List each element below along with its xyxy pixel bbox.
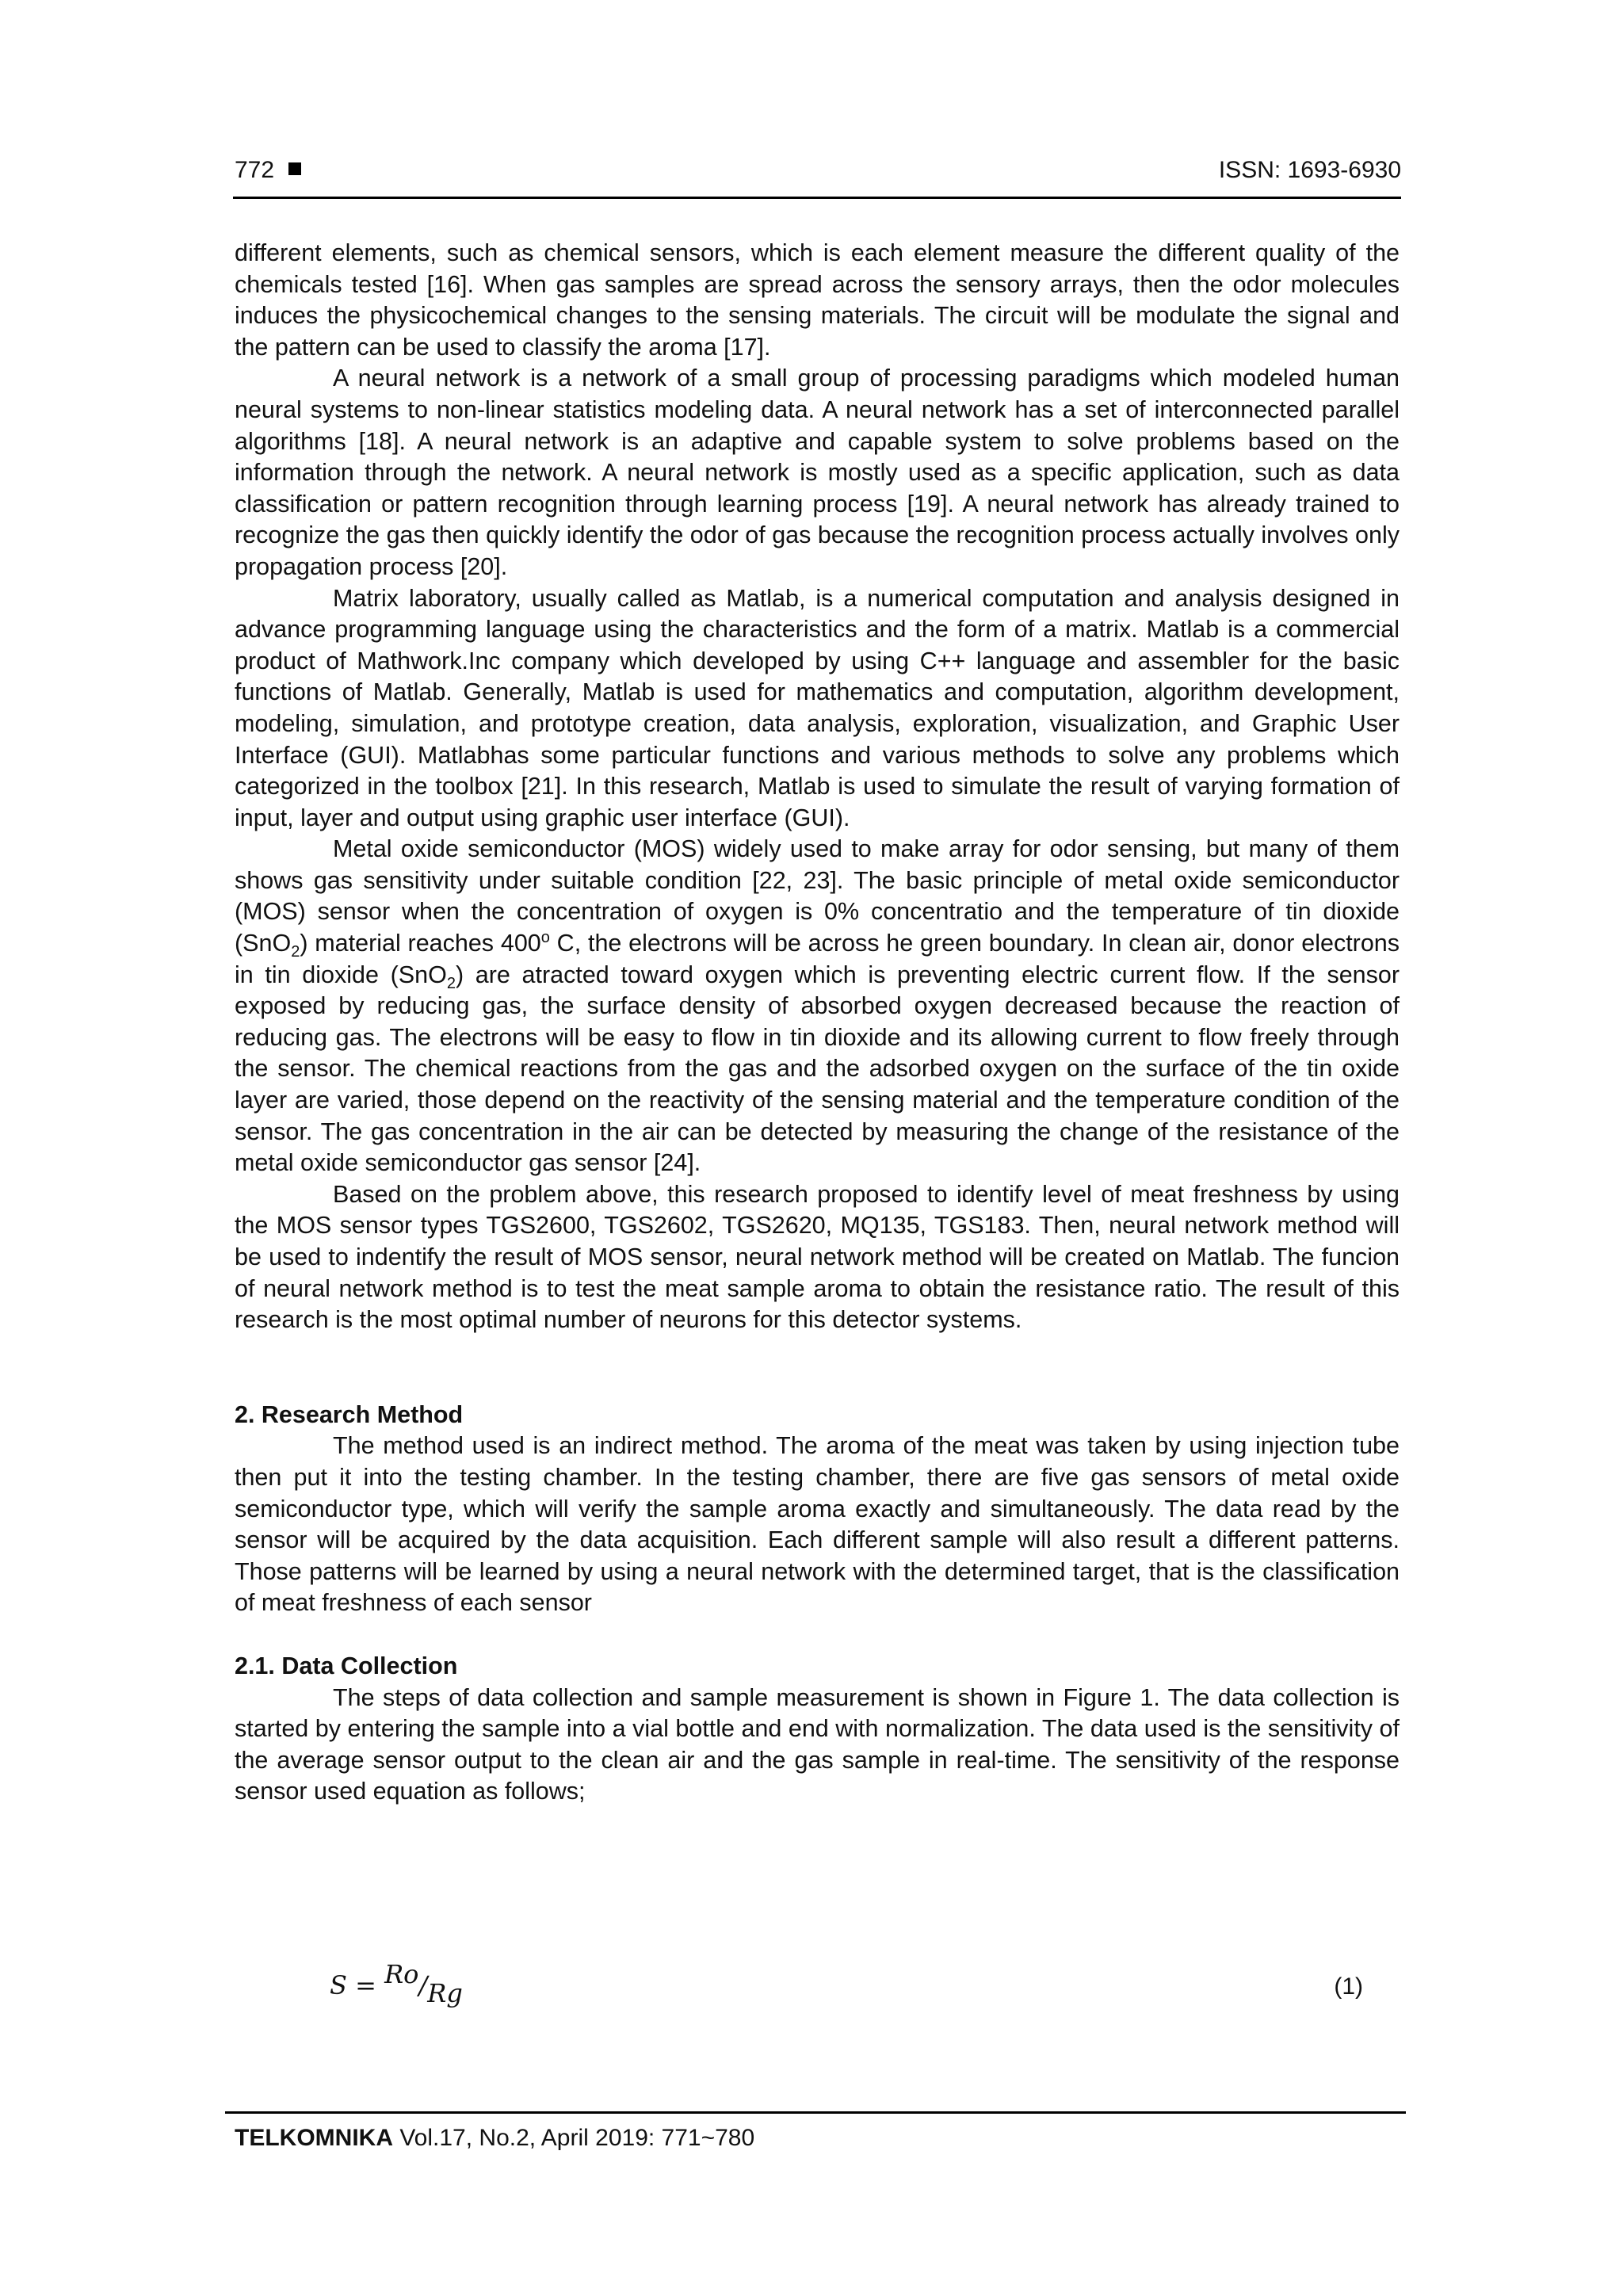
paragraph-1: different elements, such as chemical sensors, which is each element measure the different quality of the chemicals tested [16]. When gas samples are spread across the sensory arrays, then the odor molecules induces the physicochemical changes to the sensing materials. The circuit will be modulate the signal and the pattern can be used to classify the aroma [17]. (235, 239, 1400, 361)
paragraph-data-collection: The steps of data collection and sample measurement is shown in Figure 1. The data collection is started by entering the sample into a vial bottle and end with normalization. The data used is the sensitivity of the average sensor output to the clean air and the gas sample in real-time. The sensitivity of the response sensor used equation as follows; (235, 1683, 1400, 1805)
journal-name: TELKOMNIKA (235, 2125, 393, 2151)
section-heading-research-method: 2. Research Method (235, 1400, 464, 1428)
equation-formula: S = Ro/Rg (330, 1959, 463, 2008)
equation-number: (1) (1334, 1973, 1363, 2000)
journal-citation: Vol.17, No.2, April 2019: 771~780 (399, 2125, 755, 2151)
equation-1 (330, 1959, 1363, 2018)
article-body (235, 238, 1400, 1808)
paragraph-4: Metal oxide semiconductor (MOS) widely used to make array for odor sensing, but many of them shows gas sensitivity under suitable condition [22, 23]. The basic principle of metal oxide semiconductor (MOS) sensor when the concentration of oxygen is 0% concentratio and the temperature of tin dioxide (SnO$_2$) material reaches 400$^o$ C, the electrons will be across he green boundary. In clean air, donor electrons in tin dioxide (SnO$_2$) are atracted toward oxygen which is preventing electric current flow. If the sensor exposed by reducing gas, the surface density of absorbed oxygen decreased because the reaction of reducing gas. The electrons will be easy to flow in tin dioxide and its allowing current to flow freely through the sensor. The chemical reactions from the gas and the adsorbed oxygen on the surface of the tin oxide layer are varied, those depend on the reactivity of the sensing material and the temperature condition of the sensor. The gas concentration in the air can be detected by measuring the change of the resistance of the metal oxide semiconductor gas sensor [24]. (235, 835, 1400, 1177)
paragraph-3: Matrix laboratory, usually called as Matlab, is a numerical computation and analysis designed in advance programming language using the characteristics and the form of a matrix. Matlab is a commercial product of Mathwork.Inc company which developed by using C++ language and assembler for the basic functions of Matlab. Generally, Matlab is used for mathematics and computation, algorithm development, modeling, simulation, and prototype creation, data analysis, exploration, visualization, and Graphic User Interface (GUI). Matlabhas some particular functions and various methods to solve any problems which categorized in the toolbox [21]. In this research, Matlab is used to simulate the result of varying formation of input, layer and output using graphic user interface (GUI). (235, 584, 1400, 831)
paragraph-2: A neural network is a network of a small group of processing paradigms which modeled human neural systems to non-linear statistics modeling data. A neural network has a set of interconnected parallel algorithms [18]. A neural network is an adaptive and capable system to solve problems based on the information through the network. A neural network is mostly used as a specific application, such as data classification or pattern recognition through learning process [19]. A neural network has already trained to recognize the gas then quickly identify the odor of gas because the recognition process actually involves only propagation process [20]. (235, 365, 1400, 580)
square-bullet-icon (288, 162, 301, 175)
issn: ISSN: 1693-6930 (1218, 157, 1401, 183)
paragraph-research-method: The method used is an indirect method. The aroma of the meat was taken by using injection tube then put it into the testing chamber. In the testing chamber, there are five gas sensors of metal oxide semiconductor type, which will verify the sample aroma exactly and simultaneously. The data read by the sensor will be acquired by the data acquisition. Each different sample will also result a different patterns. Those patterns will be learned by using a neural network with the determined target, that is the classification of meat freshness of each sensor (235, 1432, 1400, 1617)
page-number: 772 (235, 157, 301, 184)
paragraph-5: Based on the problem above, this research proposed to identify level of meat freshness by using the MOS sensor types TGS2600, TGS2602, TGS2620, MQ135, TGS183. Then, neural network method will be used to indentify the result of MOS sensor, neural network method will be created on Matlab. The funcion of neural network method is to test the meat sample aroma to obtain the resistance ratio. The result of this research is the most optimal number of neurons for this detector systems. (235, 1180, 1400, 1334)
page-header (233, 155, 1401, 199)
section-heading-data-collection: 2.1. Data Collection (235, 1652, 458, 1679)
page-footer (225, 2111, 1406, 2152)
